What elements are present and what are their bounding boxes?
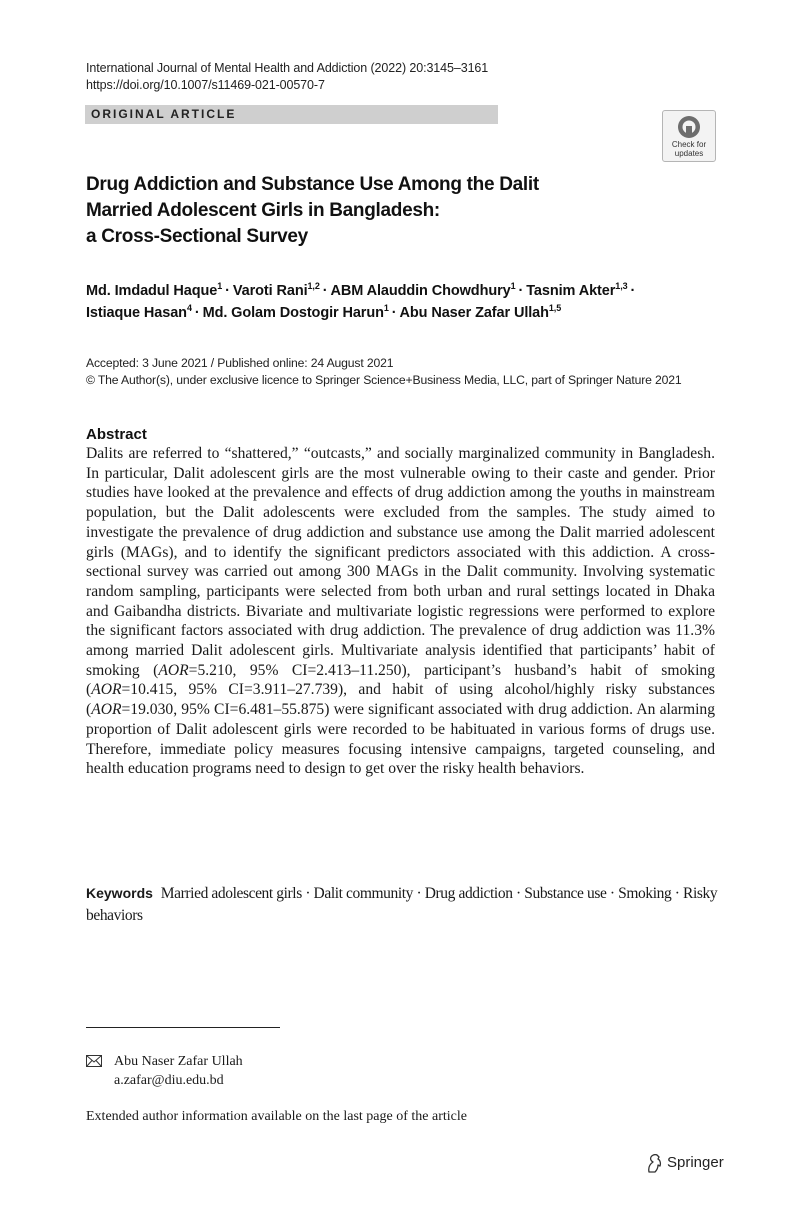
accepted-published-date: Accepted: 3 June 2021 / Published online: 24 August 2021	[86, 356, 394, 370]
article-title	[86, 172, 686, 250]
aor-label: AOR	[91, 681, 122, 699]
publication-dates	[86, 355, 726, 389]
corresponding-author-name: Abu Naser Zafar Ullah	[114, 1054, 243, 1069]
footnote-divider	[86, 1027, 280, 1028]
affiliation-marker: 4	[186, 303, 192, 313]
affiliation-marker: 1,2	[307, 281, 320, 291]
abstract-text-segment: =5.210, 95% CI=2.413–11.250), participant’s husband’s habit of smoking (	[86, 661, 715, 699]
abstract-heading: Abstract	[86, 426, 147, 443]
author-name[interactable]: Md. Golam Dostogir Harun	[202, 305, 384, 321]
aor-label: AOR	[91, 701, 122, 719]
author-name[interactable]: Istiaque Hasan	[86, 305, 187, 321]
check-for-updates-label: Check for updates	[671, 140, 707, 158]
extended-author-info: Extended author information available on the last page of the article	[86, 1109, 467, 1124]
springer-horse-icon	[645, 1154, 663, 1174]
affiliation-marker: 1	[217, 281, 223, 291]
author-line: Md. Imdadul Haque$^1$ · Varoti Rani$^{1,2}$ · ABM Alauddin Chowdhury$^1$ · Tasnim Akter$^{1,3}$ ·	[86, 281, 636, 299]
author-name[interactable]: Abu Naser Zafar Ullah	[399, 305, 549, 321]
abstract-text-segment: =10.415, 95% CI=3.911–27.739), and habit of using alcohol/highly risky substances (	[86, 681, 715, 719]
affiliation-marker: 1	[510, 281, 516, 291]
keywords-list: Married adolescent girls · Dalit community · Drug addiction · Substance use · Smoking · Risky behaviors	[86, 885, 718, 924]
affiliation-marker: 1,5	[548, 303, 562, 313]
title-line: Married Adolescent Girls in Bangladesh:	[86, 200, 440, 221]
journal-header	[86, 60, 488, 94]
article-type-label: ORIGINAL ARTICLE	[91, 107, 237, 121]
keywords-heading: Keywords	[86, 885, 153, 901]
abstract-text-segment: =19.030, 95% CI=6.481–55.875) were significant associated with drug addiction. An alarming proportion of Dalit adolescent girls were recorded to be habituated in various forms of drugs use. Therefore, immediate policy measures focusing intensive campaigns, targeted counseling, and health education programs need to design to get over the risky health behaviors.	[86, 701, 715, 778]
keywords-block	[86, 882, 718, 927]
doi-link[interactable]: https://doi.org/10.1007/s11469-021-00570-7	[86, 78, 325, 92]
corresponding-author-email[interactable]: a.zafar@diu.edu.bd	[114, 1073, 224, 1088]
title-line: a Cross-Sectional Survey	[86, 226, 308, 247]
copyright-notice: © The Author(s), under exclusive licence to Springer Science+Business Media, LLC, part of Springer Nature 2021	[86, 373, 682, 387]
crossmark-icon	[677, 115, 701, 139]
affiliation-marker: 1	[383, 303, 389, 313]
author-line: Istiaque Hasan$^4$ · Md. Golam Dostogir Harun$^1$ · Abu Naser Zafar Ullah$^{1,5}$	[86, 303, 562, 321]
author-list	[86, 280, 726, 324]
aor-label: AOR	[158, 661, 189, 679]
author-name[interactable]: Tasnim Akter	[526, 283, 616, 299]
article-type-band	[85, 105, 498, 124]
affiliation-marker: 1,3	[615, 281, 628, 291]
envelope-icon	[86, 1055, 102, 1067]
abstract-text-segment: Dalits are referred to “shattered,” “outcasts,” and socially marginalized community in Bangladesh. In particular, Dalit adolescent girls are the most vulnerable owing to their caste and gender. Prior studies have looked at the prevalence and effects of drug addiction among the youths in mainstream population, but the Dalit adolescents were excluded from the samples. The study aimed to investigate the prevalence of drug addiction and substance use among the Dalit married adolescent girls (MAGs), and to identify the significant predictors associated with this addiction. A cross-sectional survey was carried out among 300 MAGs in the Dalit community. Involving systematic random sampling, participants were selected from both urban and rural settings located in Dhaka and Gaibandha districts. Bivariate and multivariate logistic regressions were performed to explore the significant factors associated with drug addiction. The prevalence of drug addiction was 11.3% among married Dalit adolescent girls. Multivariate analysis identified that participants’ habit of smoking (	[86, 445, 715, 679]
journal-citation: International Journal of Mental Health and Addiction (2022) 20:3145–3161	[86, 61, 489, 75]
title-line: Drug Addiction and Substance Use Among the Dalit	[86, 174, 539, 195]
author-name[interactable]: Md. Imdadul Haque	[86, 283, 218, 299]
abstract-body	[86, 444, 715, 779]
check-for-updates-badge[interactable]	[662, 110, 716, 162]
author-name[interactable]: Varoti Rani	[232, 283, 308, 299]
author-name[interactable]: ABM Alauddin Chowdhury	[330, 283, 511, 299]
publisher-name: Springer	[667, 1154, 724, 1171]
